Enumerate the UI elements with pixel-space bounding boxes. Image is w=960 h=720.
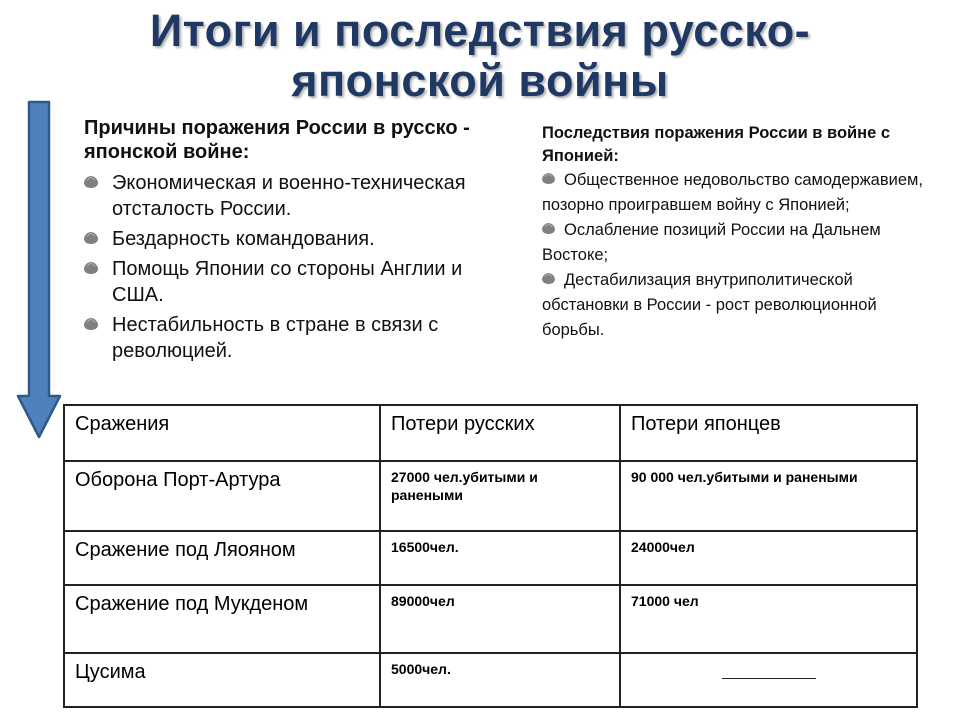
shell-bullet-icon: [542, 173, 555, 184]
table-row: [64, 461, 917, 531]
defeat-causes-heading: Причины поражения России в русско - японской войне:: [84, 117, 470, 163]
consequence-text: Дестабилизация внутриполитической обстановки в России - рост революционной борьбы.: [542, 271, 877, 339]
defeat-cause-text: Бездарность командования.: [112, 228, 375, 250]
russian-losses-cell: 27000 чел.убитыми и ранеными: [380, 461, 620, 531]
table-row: [64, 653, 917, 707]
shell-bullet-icon: [542, 223, 555, 234]
russian-losses-cell: 5000чел.: [380, 653, 620, 707]
shell-bullet-icon: [542, 273, 555, 284]
russian-losses-cell: 16500чел.: [380, 531, 620, 585]
japanese-losses-cell: 71000 чел: [620, 585, 917, 653]
consequence-text: Ослабление позиций России на Дальнем Востоке;: [542, 221, 881, 264]
defeat-consequences-list: [542, 168, 942, 343]
shell-bullet-icon: [84, 176, 98, 188]
battle-name-cell: Сражение под Мукденом: [64, 585, 380, 653]
japanese-losses-cell: 24000чел: [620, 531, 917, 585]
column-header-battles: Сражения: [64, 405, 380, 461]
defeat-consequences-heading: Последствия поражения России в войне с Японией:: [542, 124, 891, 165]
list-item: [542, 168, 942, 218]
battle-losses-table: [63, 404, 918, 708]
battle-name-cell: Оборона Порт-Артура: [64, 461, 380, 531]
defeat-cause-text: Экономическая и военно-техническая отсталость России.: [112, 172, 466, 220]
list-item: [542, 268, 942, 343]
battle-name-cell: Сражение под Ляояном: [64, 531, 380, 585]
japanese-losses-cell: [620, 653, 917, 707]
list-item: [84, 226, 504, 252]
list-item: [542, 218, 942, 268]
table-row: [64, 585, 917, 653]
page-title-line-1: Итоги и последствия русско-: [149, 5, 811, 56]
page-title: [0, 6, 960, 106]
column-header-russian-losses: Потери русских: [380, 405, 620, 461]
column-header-japanese-losses: Потери японцев: [620, 405, 917, 461]
defeat-causes-list: [84, 170, 504, 364]
list-item: [84, 256, 504, 308]
russian-losses-cell: 89000чел: [380, 585, 620, 653]
defeat-cause-text: Нестабильность в стране в связи с революцией.: [112, 314, 439, 362]
shell-bullet-icon: [84, 262, 98, 274]
defeat-causes-section: [84, 116, 504, 368]
no-data-dash: [722, 678, 816, 679]
japanese-losses-cell: 90 000 чел.убитыми и ранеными: [620, 461, 917, 531]
defeat-consequences-section: [542, 122, 942, 343]
shell-bullet-icon: [84, 232, 98, 244]
battle-name-cell: Цусима: [64, 653, 380, 707]
shell-bullet-icon: [84, 318, 98, 330]
consequence-text: Общественное недовольство самодержавием, позорно проигравшем войну с Японией;: [542, 171, 923, 214]
list-item: [84, 170, 504, 222]
down-arrow-icon: [16, 100, 62, 440]
defeat-cause-text: Помощь Японии со стороны Англии и США.: [112, 258, 463, 306]
list-item: [84, 312, 504, 364]
page-title-line-2: японской войны: [291, 55, 669, 106]
table-header-row: [64, 405, 917, 461]
table-row: [64, 531, 917, 585]
